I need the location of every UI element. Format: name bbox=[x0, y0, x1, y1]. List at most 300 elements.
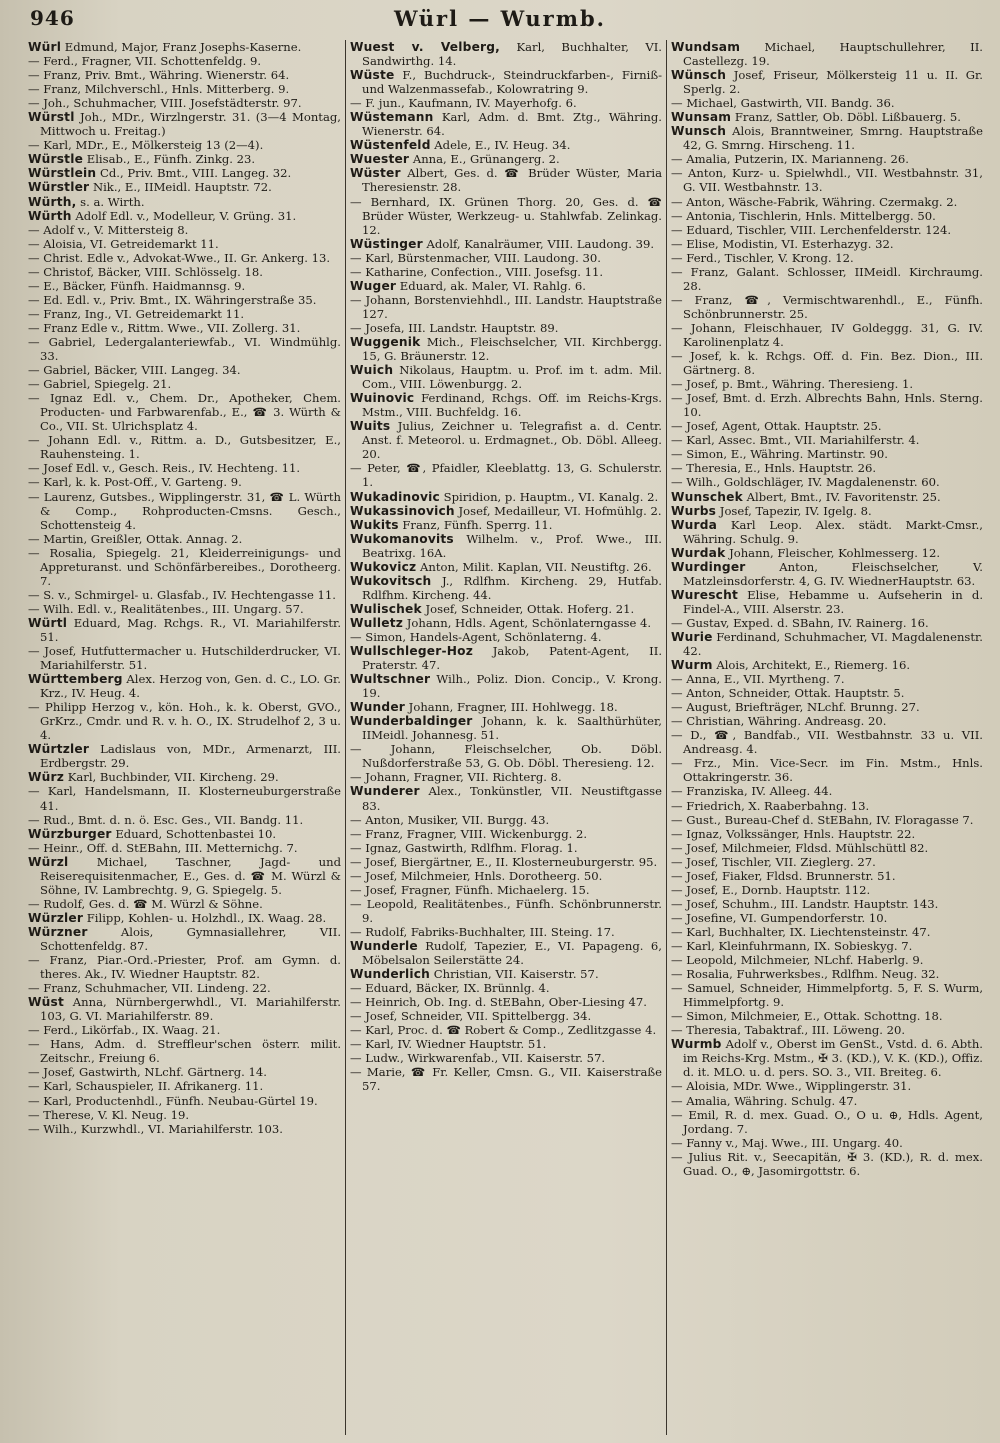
directory-entry bbox=[671, 855, 983, 869]
entry-text: Johann, k. k. Saalthürhüter, IIMeidl. Johannesg. 51. bbox=[362, 714, 662, 743]
entry-text: — Leopold, Realitätenbes., Fünfh. Schönbrunnerstr. 9. bbox=[350, 896, 662, 925]
directory-entry bbox=[350, 265, 662, 279]
directory-entry bbox=[671, 96, 983, 110]
directory-entry bbox=[350, 293, 662, 321]
entry-text: — Josefine, VI. Gumpendorferstr. 10. bbox=[671, 910, 888, 925]
directory-entry bbox=[671, 321, 983, 349]
directory-entry bbox=[350, 1023, 662, 1037]
entry-text: — S. v., Schmirgel- u. Glasfab., IV. Hechtengasse 11. bbox=[28, 587, 336, 602]
directory-entry bbox=[671, 237, 983, 251]
entry-text: — Simon, Milchmeier, E., Ottak. Schottng. 18. bbox=[671, 1009, 943, 1024]
entry-text: — Theresia, Tabaktraf., III. Löweng. 20. bbox=[671, 1023, 906, 1038]
directory-entry bbox=[28, 897, 341, 911]
entry-text: — Katharine, Confection., VIII. Josefsg. 11. bbox=[350, 264, 604, 279]
directory-entry bbox=[350, 869, 662, 883]
directory-entry bbox=[671, 1009, 983, 1023]
directory-entry bbox=[28, 391, 341, 433]
entry-text: — Karl, IV. Wiedner Hauptstr. 51. bbox=[350, 1037, 547, 1052]
entry-headword: Würstl bbox=[28, 110, 75, 125]
entry-text: Josef, Friseur, Mölkersteig 11 u. II. Gr. Sperlg. 2. bbox=[683, 68, 983, 97]
entry-text: Nikolaus, Hauptm. u. Prof. im t. adm. Mil. Com., VIII. Löwenburgg. 2. bbox=[362, 363, 662, 392]
entry-text: Josef, Tapezir, IV. Igelg. 8. bbox=[716, 503, 872, 518]
directory-entry bbox=[28, 1079, 341, 1093]
entry-text: — Theresia, E., Hnls. Hauptstr. 26. bbox=[671, 461, 877, 476]
entry-text: Anna, Nürnbergerwhdl., VI. Mariahilferstr. 103, G. VI. Mariahilferstr. 89. bbox=[40, 995, 341, 1024]
entry-text: Mich., Fleischselcher, VII. Kirchbergg. 15, G. Bräunerstr. 12. bbox=[362, 334, 662, 364]
entry-text: Eduard, Mag. Rchgs. R., VI. Mariahilferstr. 51. bbox=[40, 615, 341, 644]
entry-text: Adele, E., IV. Heug. 34. bbox=[430, 138, 571, 153]
entry-text: Anton, Milit. Kaplan, VII. Neustiftg. 26. bbox=[416, 559, 652, 574]
entry-headword: Wuester bbox=[350, 152, 410, 167]
column-1 bbox=[24, 40, 345, 1435]
entry-text: — Josef, Hutfuttermacher u. Hutschilderdrucker, VI. Mariahilferstr. 51. bbox=[28, 644, 341, 673]
entry-headword: Wukassinovich bbox=[350, 503, 455, 518]
entry-text: — Ignaz, Volkssänger, Hnls. Hauptstr. 22. bbox=[671, 826, 916, 841]
directory-entry bbox=[28, 180, 341, 194]
entry-text: — Franz, Schuhmacher, VII. Lindeng. 22. bbox=[28, 981, 271, 996]
entry-text: — Rud., Bmt. d. n. ö. Esc. Ges., VII. Bandg. 11. bbox=[28, 812, 304, 827]
entry-text: — Therese, V. Kl. Neug. 19. bbox=[28, 1107, 190, 1122]
directory-entry bbox=[671, 546, 983, 560]
directory-entry bbox=[350, 981, 662, 995]
directory-entry bbox=[671, 616, 983, 630]
entry-text: — Adolf v., V. Mittersteig 8. bbox=[28, 222, 189, 237]
directory-entry bbox=[350, 770, 662, 784]
entry-text: Ladislaus von, MDr., Armenarzt, III. Erdbergstr. 29. bbox=[40, 742, 341, 771]
directory-entry bbox=[28, 335, 341, 363]
entry-text: Ferdinand, Rchgs. Off. im Reichs-Krgs. Mstm., VIII. Buchfeldg. 16. bbox=[362, 391, 662, 420]
entry-text: — Josef, Tischler, VII. Zieglerg. 27. bbox=[671, 854, 876, 869]
directory-entry bbox=[28, 911, 341, 925]
entry-text: s. a. Wirth. bbox=[76, 194, 145, 209]
directory-entry bbox=[350, 967, 662, 981]
entry-text: — Eduard, Bäcker, IX. Brünnlg. 4. bbox=[350, 981, 550, 996]
entry-headword: Wuich bbox=[350, 363, 394, 378]
directory-entry bbox=[671, 518, 983, 546]
entry-headword: Wunderlich bbox=[350, 967, 431, 982]
directory-entry bbox=[671, 827, 983, 841]
entry-text: — Josef, p. Bmt., Währing. Theresieng. 1. bbox=[671, 377, 914, 392]
directory-entry bbox=[28, 265, 341, 279]
directory-entry bbox=[671, 293, 983, 321]
entry-headword: Wulischek bbox=[350, 601, 422, 616]
entry-headword: Würth, bbox=[28, 194, 77, 209]
directory-entry bbox=[350, 1037, 662, 1051]
directory-entry bbox=[350, 925, 662, 939]
directory-entry bbox=[28, 1122, 341, 1136]
entry-text: Josef, Medailleur, VI. Hofmühlg. 2. bbox=[454, 503, 662, 518]
entry-text: — Josef, Schuhm., III. Landstr. Hauptstr. 143. bbox=[671, 896, 939, 911]
page-header bbox=[30, 6, 970, 36]
directory-entry bbox=[28, 1108, 341, 1122]
directory-entry bbox=[28, 953, 341, 981]
directory-entry bbox=[671, 869, 983, 883]
entry-text: — Christian, Währing. Andreasg. 20. bbox=[671, 714, 887, 729]
entry-text: — Anton, Kurz- u. Spielwhdl., VII. Westbahnstr. 31, G. VII. Westbahnstr. 13. bbox=[671, 166, 983, 195]
entry-text: Jakob, Patent-Agent, II. Praterstr. 47. bbox=[362, 644, 662, 673]
directory-entry bbox=[671, 1079, 983, 1093]
entry-text: — Josef, Bmt. d. Erzh. Albrechts Bahn, Hnls. Sterng. 10. bbox=[671, 391, 983, 420]
entry-text: — Josef, Fragner, Fünfh. Michaelerg. 15. bbox=[350, 882, 590, 897]
directory-entry bbox=[671, 686, 983, 700]
directory-entry bbox=[28, 827, 341, 841]
directory-entry bbox=[28, 770, 341, 784]
directory-entry bbox=[28, 742, 341, 770]
entry-headword: Wunderle bbox=[350, 939, 418, 953]
entry-text: — Friedrich, X. Raaberbahng. 13. bbox=[671, 798, 870, 813]
directory-entry bbox=[28, 251, 341, 265]
entry-text: — August, Briefträger, NLchf. Brunng. 27. bbox=[671, 700, 920, 715]
directory-entry bbox=[350, 363, 662, 391]
directory-entry bbox=[28, 1094, 341, 1108]
directory-entry bbox=[350, 532, 662, 560]
entry-text: — Ferd., Likörfab., IX. Waag. 21. bbox=[28, 1023, 221, 1038]
entry-text: — Johann Edl. v., Rittm. a. D., Gutsbesitzer, E., Rauhensteing. 1. bbox=[28, 433, 341, 462]
entry-text: — Karl, MDr., E., Mölkersteig 13 (2—4). bbox=[28, 138, 264, 153]
entry-text: — Karl, Handelsmann, II. Klosterneuburgerstraße 41. bbox=[28, 784, 341, 813]
entry-headword: Würl bbox=[28, 40, 62, 54]
directory-entry bbox=[350, 321, 662, 335]
entry-text: — Heinr., Off. d. StEBahn, III. Metternichg. 7. bbox=[28, 840, 298, 855]
entry-text: — Karl, k. k. Post-Off., V. Garteng. 9. bbox=[28, 475, 242, 490]
directory-entry bbox=[671, 925, 983, 939]
column-2 bbox=[345, 40, 666, 1435]
entry-text: — Rosalia, Fuhrwerksbes., Rdlfhm. Neug. 32. bbox=[671, 967, 940, 982]
entry-headword: Wüst bbox=[28, 995, 64, 1010]
entry-text: — Fanny v., Maj. Wwe., III. Ungarg. 40. bbox=[671, 1135, 903, 1150]
directory-entry bbox=[28, 40, 341, 54]
entry-text: Johann, Fragner, III. Hohlwegg. 18. bbox=[405, 700, 618, 715]
directory-entry bbox=[350, 279, 662, 293]
entry-headword: Würzburger bbox=[28, 826, 112, 841]
entry-text: — Joh., Schuhmacher, VIII. Josefstädterstr. 97. bbox=[28, 96, 302, 111]
directory-entry bbox=[28, 1037, 341, 1065]
directory-entry bbox=[350, 784, 662, 812]
entry-text: — Ignaz, Gastwirth, Rdlfhm. Florag. 1. bbox=[350, 840, 578, 855]
directory-entry bbox=[28, 321, 341, 335]
entry-headword: Wukomanovits bbox=[350, 531, 454, 546]
entry-text: Edmund, Major, Franz Josephs-Kaserne. bbox=[61, 40, 302, 54]
entry-text: Alex. Herzog von, Gen. d. C., LO. Gr. Krz., IV. Heug. 4. bbox=[40, 672, 341, 701]
directory-entry bbox=[350, 672, 662, 700]
entry-text: — Emil, R. d. mex. Guad. O., O u. ⊕, Hdls. Agent, Jordang. 7. bbox=[671, 1107, 983, 1136]
entry-text: — Josef, k. k. Rchgs. Off. d. Fin. Bez. Dion., III. Gärtnerg. 8. bbox=[671, 349, 983, 378]
directory-entry bbox=[28, 995, 341, 1023]
entry-text: — Marie, ☎ Fr. Keller, Cmsn. G., VII. Kaiserstraße 57. bbox=[350, 1065, 662, 1094]
entry-text: — Ignaz Edl. v., Chem. Dr., Apotheker, Chem. Producten- und Farbwarenfab., E., ☎ 3. Würth & Co., VII. St. Ulrichsplatz 4. bbox=[28, 391, 341, 434]
directory-entry bbox=[671, 1150, 983, 1178]
entry-headword: Wurie bbox=[671, 629, 713, 644]
directory-entry bbox=[671, 209, 983, 223]
directory-entry bbox=[350, 251, 662, 265]
entry-text: — Johann, Fleischselcher, Ob. Döbl. Nußdorferstraße 53, G. Ob. Döbl. Theresieng. 12. bbox=[350, 742, 662, 771]
directory-entry bbox=[671, 588, 983, 616]
entry-headword: Würtl bbox=[28, 615, 68, 630]
entry-headword: Wurmb bbox=[671, 1037, 722, 1052]
entry-text: Filipp, Kohlen- u. Holzhdl., IX. Waag. 28. bbox=[83, 910, 327, 925]
entry-text: F., Buchdruck-, Steindruckfarben-, Firniß- und Walzenmassefab., Kolowratring 9. bbox=[362, 68, 662, 97]
directory-entry bbox=[671, 700, 983, 714]
directory-entry bbox=[350, 883, 662, 897]
entry-text: — Amalia, Putzerin, IX. Marianneng. 26. bbox=[671, 152, 909, 167]
directory-entry bbox=[350, 1009, 662, 1023]
entry-headword: Wurbs bbox=[671, 503, 717, 518]
entry-headword: Würzler bbox=[28, 910, 84, 925]
entry-headword: Wukovitsch bbox=[350, 573, 432, 588]
entry-text: — Johann, Borstenviehhdl., III. Landstr. Hauptstraße 127. bbox=[350, 292, 662, 321]
entry-text: Alex., Tonkünstler, VII. Neustiftgasse 83. bbox=[362, 784, 662, 813]
entry-text: — Franz, ☎, Vermischtwarenhdl., E., Fünfh. Schönbrunnerstr. 25. bbox=[671, 292, 983, 321]
directory-entry bbox=[28, 925, 341, 953]
column-3 bbox=[666, 40, 987, 1435]
entry-text: — Anton, Schneider, Ottak. Hauptstr. 5. bbox=[671, 686, 905, 701]
entry-text: — Aloisia, VI. Getreidemarkt 11. bbox=[28, 236, 219, 251]
entry-headword: Wurdinger bbox=[671, 559, 746, 574]
directory-entry bbox=[350, 335, 662, 363]
entry-text: Franz, Fünfh. Sperrg. 11. bbox=[398, 517, 553, 532]
entry-text: Adolf Edl. v., Modelleur, V. Grüng. 31. bbox=[71, 208, 297, 223]
entry-headword: Wullschleger-Hoz bbox=[350, 644, 473, 659]
entry-text: — Laurenz, Gutsbes., Wipplingerstr. 31, ☎ L. Würth & Comp., Rohproducten-Cmsns. Gesch., Schottensteig 4. bbox=[28, 489, 341, 532]
directory-entry bbox=[350, 813, 662, 827]
entry-text: J., Rdlfhm. Kircheng. 29, Hutfab. Rdlfhm. Kircheng. 44. bbox=[362, 573, 662, 602]
directory-entry bbox=[350, 237, 662, 251]
directory-entry bbox=[350, 714, 662, 742]
directory-entry bbox=[28, 700, 341, 742]
directory-entry bbox=[671, 672, 983, 686]
directory-entry bbox=[350, 96, 662, 110]
directory-entry bbox=[28, 152, 341, 166]
directory-entry bbox=[350, 195, 662, 237]
entry-text: — Peter, ☎, Pfaidler, Kleeblattg. 13, G. Schulerstr. 1. bbox=[350, 461, 662, 490]
entry-text: — Ed. Edl. v., Priv. Bmt., IX. Währingerstraße 35. bbox=[28, 292, 317, 307]
entry-text: Eduard, ak. Maler, VI. Rahlg. 6. bbox=[396, 278, 586, 293]
directory-entry bbox=[28, 1023, 341, 1037]
entry-text: — Leopold, Milchmeier, NLchf. Haberlg. 9. bbox=[671, 953, 924, 968]
entry-text: — Anton, Wäsche-Fabrik, Währing. Czermakg. 2. bbox=[671, 194, 958, 209]
entry-text: Christian, VII. Kaiserstr. 57. bbox=[430, 967, 599, 982]
entry-text: — F. jun., Kaufmann, IV. Mayerhofg. 6. bbox=[350, 96, 577, 111]
entry-text: Wilhelm. v., Prof. Wwe., III. Beatrixg. 16A. bbox=[362, 531, 662, 560]
entry-text: — Karl, Buchhalter, IX. Liechtensteinstr. 47. bbox=[671, 924, 931, 939]
entry-headword: Würstlein bbox=[28, 166, 97, 181]
directory-entry bbox=[671, 391, 983, 419]
entry-headword: Würstler bbox=[28, 180, 90, 195]
entry-text: — Franziska, IV. Alleeg. 44. bbox=[671, 784, 833, 799]
entry-text: — Eduard, Tischler, VIII. Lerchenfelderstr. 124. bbox=[671, 222, 952, 237]
entry-text: Anton, Fleischselcher, V. Matzleinsdorferstr. 4, G. IV. WiednerHauptstr. 63. bbox=[683, 559, 983, 588]
directory-entry bbox=[350, 897, 662, 925]
directory-entry bbox=[28, 307, 341, 321]
entry-text: Joh., MDr., Wirzlngerstr. 31. (3—4 Montag, Mittwoch u. Freitag.) bbox=[40, 110, 341, 139]
entry-text: Elise, Hebamme u. Aufseherin in d. Findel-A., VIII. Alserstr. 23. bbox=[683, 587, 983, 616]
entry-text: Wilh., Poliz. Dion. Concip., V. Krong. 19. bbox=[362, 672, 662, 701]
directory-entry bbox=[350, 110, 662, 138]
entry-text: — Rudolf, Fabriks-Buchhalter, III. Steing. 17. bbox=[350, 924, 615, 939]
directory-entry bbox=[350, 40, 662, 68]
entry-headword: Wuger bbox=[350, 278, 397, 293]
entry-text: — Frz., Min. Vice-Secr. im Fin. Mstm., Hnls. Ottakringerstr. 36. bbox=[671, 756, 983, 785]
directory-entry bbox=[28, 841, 341, 855]
directory-entry bbox=[28, 209, 341, 223]
directory-entry bbox=[671, 813, 983, 827]
directory-entry bbox=[28, 293, 341, 307]
directory-entry bbox=[350, 630, 662, 644]
directory-entry bbox=[671, 883, 983, 897]
directory-entry bbox=[671, 124, 983, 152]
directory-entry bbox=[671, 560, 983, 588]
entry-headword: Wuest v. Velberg, bbox=[350, 40, 501, 54]
directory-entry bbox=[350, 152, 662, 166]
entry-text: — Gabriel, Bäcker, VIII. Langeg. 34. bbox=[28, 363, 241, 378]
directory-entry bbox=[28, 138, 341, 152]
entry-text: Nik., E., IIMeidl. Hauptstr. 72. bbox=[89, 180, 272, 195]
entry-text: — Franz, Piar.-Ord.-Priester, Prof. am Gymn. d. theres. Ak., IV. Wiedner Hauptstr. 82. bbox=[28, 953, 341, 982]
entry-text: Julius, Zeichner u. Telegrafist a. d. Centr. Anst. f. Meteorol. u. Erdmagnet., Ob. Döbl. Alleeg. 20. bbox=[362, 419, 662, 462]
entry-text: — Karl, Productenhdl., Fünfh. Neubau-Gürtel 19. bbox=[28, 1093, 318, 1108]
directory-entry bbox=[671, 433, 983, 447]
entry-text: — Josef, Gastwirth, NLchf. Gärtnerg. 14. bbox=[28, 1065, 267, 1080]
entry-text: Cd., Priv. Bmt., VIII. Langeg. 32. bbox=[96, 166, 292, 181]
entry-text: — Josef, Milchmeier, Hnls. Dorotheerg. 50. bbox=[350, 868, 603, 883]
entry-text: — Gust., Bureau-Chef d. StEBahn, IV. Floragasse 7. bbox=[671, 812, 974, 827]
entry-text: — Christ. Edle v., Advokat-Wwe., II. Gr. Ankerg. 13. bbox=[28, 250, 331, 265]
entry-headword: Wunder bbox=[350, 700, 405, 715]
entry-text: — Wilh., Goldschläger, IV. Magdalenenstr. 60. bbox=[671, 475, 940, 490]
entry-text: — Johann, Fragner, VII. Richterg. 8. bbox=[350, 770, 562, 785]
entry-headword: Wünsch bbox=[671, 68, 727, 83]
directory-entry bbox=[350, 1065, 662, 1093]
entry-text: — Josef, Milchmeier, Fldsd. Mühlschüttl 82. bbox=[671, 840, 929, 855]
directory-entry bbox=[350, 574, 662, 602]
entry-text: — Martin, Greißler, Ottak. Annag. 2. bbox=[28, 531, 243, 546]
directory-entry bbox=[671, 265, 983, 293]
entry-headword: Wuinovic bbox=[350, 391, 415, 406]
entry-text: Rudolf, Tapezier, E., VI. Papageng. 6, Möbelsalon Seilerstätte 24. bbox=[362, 939, 662, 968]
entry-text: Alois, Branntweiner, Smrng. Hauptstraße 42, G. Smrng. Hirscheng. 11. bbox=[683, 124, 983, 153]
entry-text: Franz, Sattler, Ob. Döbl. Lißbauerg. 5. bbox=[731, 110, 961, 125]
entry-headword: Würzner bbox=[28, 924, 88, 939]
entry-headword: Wunsam bbox=[671, 110, 732, 125]
directory-entry bbox=[671, 630, 983, 658]
entry-headword: Wukits bbox=[350, 517, 399, 532]
columns bbox=[24, 40, 988, 1435]
entry-text: — Bernhard, IX. Grünen Thorg. 20, Ges. d. ☎ Brüder Wüster, Werkzeug- u. Stahlwfab. Zelinkag. 12. bbox=[350, 194, 662, 237]
directory-entry bbox=[28, 166, 341, 180]
directory-entry bbox=[671, 897, 983, 911]
entry-text: Karl Leop. Alex. städt. Markt-Cmsr., Währing. Schulg. 9. bbox=[683, 517, 983, 546]
entry-text: — Christof, Bäcker, VIII. Schlösselg. 18. bbox=[28, 264, 263, 279]
directory-entry bbox=[671, 953, 983, 967]
page-number: 946 bbox=[30, 6, 75, 30]
entry-text: — Anna, E., VII. Myrtheng. 7. bbox=[671, 672, 845, 687]
entry-text: — Simon, E., Währing. Martinstr. 90. bbox=[671, 447, 888, 462]
directory-entry bbox=[350, 995, 662, 1009]
entry-text: — Karl, Kleinfuhrmann, IX. Sobieskyg. 7. bbox=[671, 939, 913, 953]
entry-text: Karl, Buchhalter, VI. Sandwirthg. 14. bbox=[362, 40, 662, 69]
entry-headword: Wuits bbox=[350, 419, 391, 434]
entry-text: — Anton, Musiker, VII. Burgg. 43. bbox=[350, 812, 550, 827]
directory-entry bbox=[28, 490, 341, 532]
entry-headword: Würz bbox=[28, 770, 65, 785]
entry-text: — D., ☎, Bandfab., VII. Westbahnstr. 33 u. VII. Andreasg. 4. bbox=[671, 728, 983, 757]
entry-text: Adolf v., Oberst im GenSt., Vstd. d. 6. Abth. im Reichs-Krg. Mstm., ✠ 3. (KD.), V. K. (KD.), Offiz. d. it. MLO. u. d. pers. SO. 3., VII. Breiteg. 6. bbox=[683, 1037, 983, 1080]
entry-text: Anna, E., Grünangerg. 2. bbox=[409, 152, 560, 167]
entry-text: — Franz Edle v., Rittm. Wwe., VII. Zollerg. 31. bbox=[28, 320, 301, 335]
directory-entry bbox=[671, 658, 983, 672]
directory-entry bbox=[28, 546, 341, 588]
entry-text: — Heinrich, Ob. Ing. d. StEBahn, Ober-Liesing 47. bbox=[350, 995, 647, 1010]
entry-text: — Gustav, Exped. d. SBahn, IV. Rainerg. 16. bbox=[671, 615, 929, 630]
directory-entry bbox=[671, 967, 983, 981]
directory-entry bbox=[350, 518, 662, 532]
entry-headword: Wurescht bbox=[671, 587, 738, 602]
directory-entry bbox=[671, 40, 983, 68]
entry-text: — Josef, Biergärtner, E., II. Klosterneuburgerstr. 95. bbox=[350, 854, 658, 869]
directory-entry bbox=[350, 1051, 662, 1065]
entry-text: Albert, Ges. d. ☎ Brüder Wüster, Maria Theresienstr. 28. bbox=[362, 166, 662, 195]
entry-headword: Wukadinovic bbox=[350, 489, 440, 504]
directory-entry bbox=[350, 166, 662, 194]
directory-entry bbox=[671, 251, 983, 265]
directory-entry bbox=[671, 152, 983, 166]
entry-text: — Ferd., Fragner, VII. Schottenfeldg. 9. bbox=[28, 54, 262, 69]
entry-text: — Josef, Agent, Ottak. Hauptstr. 25. bbox=[671, 419, 882, 434]
entry-headword: Wunderbaldinger bbox=[350, 714, 473, 729]
directory-entry bbox=[28, 602, 341, 616]
directory-entry bbox=[671, 714, 983, 728]
entry-text: — Karl, Proc. d. ☎ Robert & Comp., Zedlitzgasse 4. bbox=[350, 1023, 657, 1038]
entry-text: Ferdinand, Schuhmacher, VI. Magdalenenstr. 42. bbox=[683, 629, 983, 659]
entry-text: — Karl, Bürstenmacher, VIII. Laudong. 30. bbox=[350, 250, 601, 265]
directory-entry bbox=[28, 237, 341, 251]
directory-entry bbox=[671, 349, 983, 377]
directory-entry bbox=[350, 841, 662, 855]
entry-text: Johann, Hdls. Agent, Schönlaterngasse 4. bbox=[403, 615, 652, 630]
directory-entry bbox=[671, 939, 983, 953]
directory-entry bbox=[28, 981, 341, 995]
directory-entry bbox=[671, 68, 983, 96]
entry-text: Karl, Buchbinder, VII. Kircheng. 29. bbox=[64, 770, 279, 785]
directory-entry bbox=[28, 672, 341, 700]
directory-entry bbox=[28, 855, 341, 897]
entry-headword: Wunsch bbox=[671, 124, 727, 139]
entry-headword: Wukovicz bbox=[350, 559, 417, 574]
entry-text: Adolf, Kanalräumer, VIII. Laudong. 39. bbox=[422, 236, 655, 251]
directory-entry bbox=[671, 475, 983, 489]
directory-entry bbox=[671, 911, 983, 925]
entry-headword: Wundsam bbox=[671, 40, 741, 54]
entry-text: — Franz, Fragner, VIII. Wickenburgg. 2. bbox=[350, 826, 588, 841]
entry-text: — Franz, Milchverschl., Hnls. Mitterberg. 9. bbox=[28, 82, 290, 97]
directory-entry bbox=[350, 419, 662, 461]
entry-text: Michael, Hauptschullehrer, II. Castellezg. 19. bbox=[683, 40, 983, 69]
entry-headword: Würzl bbox=[28, 854, 69, 869]
directory-entry bbox=[28, 110, 341, 138]
directory-entry bbox=[671, 377, 983, 391]
entry-text: — Elise, Modistin, VI. Esterhazyg. 32. bbox=[671, 236, 894, 251]
directory-entry bbox=[28, 475, 341, 489]
entry-text: — Michael, Gastwirth, VII. Bandg. 36. bbox=[671, 96, 895, 111]
directory-entry bbox=[28, 433, 341, 461]
directory-entry bbox=[28, 54, 341, 68]
entry-text: — Antonia, Tischlerin, Hnls. Mittelbergg. 50. bbox=[671, 208, 936, 223]
entry-text: — Hans, Adm. d. Streffleur'schen österr. milit. Zeitschr., Freiung 6. bbox=[28, 1037, 341, 1066]
entry-headword: Wüstenfeld bbox=[350, 138, 431, 153]
entry-text: — Aloisia, MDr. Wwe., Wipplingerstr. 31. bbox=[671, 1079, 912, 1094]
entry-headword: Würth bbox=[28, 208, 72, 223]
entry-text: Josef, Schneider, Ottak. Hoferg. 21. bbox=[421, 601, 635, 616]
